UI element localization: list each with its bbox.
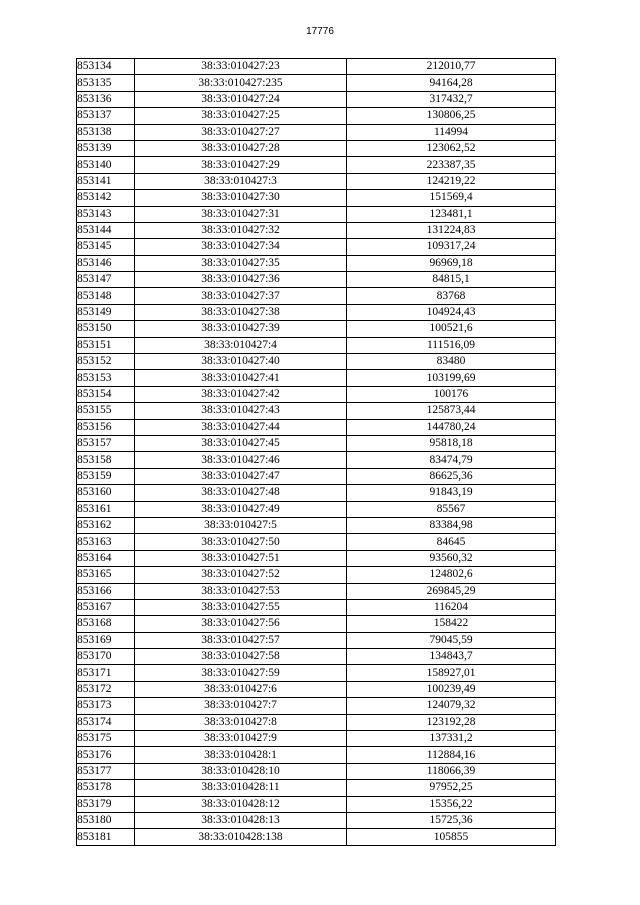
table-row xyxy=(77,124,556,140)
table-row xyxy=(77,517,556,533)
table-row xyxy=(77,468,556,484)
table-row xyxy=(77,812,556,828)
row-number-cell: 853155 xyxy=(77,403,135,419)
row-number-cell: 853168 xyxy=(77,616,135,632)
value-cell: 114994 xyxy=(347,124,556,140)
table-row xyxy=(77,255,556,271)
value-cell: 95818,18 xyxy=(347,435,556,451)
value-cell: 123192,28 xyxy=(347,714,556,730)
cadastral-number-cell: 38:33:010427:7 xyxy=(135,698,347,714)
value-cell: 212010,77 xyxy=(347,59,556,75)
row-number-cell: 853156 xyxy=(77,419,135,435)
table-row xyxy=(77,550,556,566)
table-row xyxy=(77,649,556,665)
cadastral-number-cell: 38:33:010428:13 xyxy=(135,812,347,828)
cadastral-number-cell: 38:33:010427:24 xyxy=(135,91,347,107)
table-row xyxy=(77,91,556,107)
value-cell: 112884,16 xyxy=(347,747,556,763)
value-cell: 111516,09 xyxy=(347,337,556,353)
value-cell: 100176 xyxy=(347,386,556,402)
cadastral-number-cell: 38:33:010427:55 xyxy=(135,599,347,615)
row-number-cell: 853157 xyxy=(77,435,135,451)
table-row xyxy=(77,272,556,288)
row-number-cell: 853178 xyxy=(77,780,135,796)
table-row xyxy=(77,747,556,763)
value-cell: 130806,25 xyxy=(347,108,556,124)
table-row xyxy=(77,354,556,370)
row-number-cell: 853144 xyxy=(77,222,135,238)
row-number-cell: 853135 xyxy=(77,75,135,91)
cadastral-number-cell: 38:33:010427:25 xyxy=(135,108,347,124)
row-number-cell: 853139 xyxy=(77,140,135,156)
value-cell: 97952,25 xyxy=(347,780,556,796)
table-row xyxy=(77,288,556,304)
cadastral-number-cell: 38:33:010427:58 xyxy=(135,649,347,665)
row-number-cell: 853134 xyxy=(77,59,135,75)
row-number-cell: 853172 xyxy=(77,681,135,697)
cadastral-number-cell: 38:33:010427:41 xyxy=(135,370,347,386)
row-number-cell: 853176 xyxy=(77,747,135,763)
cadastral-number-cell: 38:33:010428:138 xyxy=(135,829,347,845)
cadastral-number-cell: 38:33:010427:27 xyxy=(135,124,347,140)
cadastral-number-cell: 38:33:010427:8 xyxy=(135,714,347,730)
table-row xyxy=(77,714,556,730)
row-number-cell: 853159 xyxy=(77,468,135,484)
value-cell: 86625,36 xyxy=(347,468,556,484)
value-cell: 131224,83 xyxy=(347,222,556,238)
row-number-cell: 853163 xyxy=(77,534,135,550)
row-number-cell: 853151 xyxy=(77,337,135,353)
row-number-cell: 853177 xyxy=(77,763,135,779)
row-number-cell: 853140 xyxy=(77,157,135,173)
cadastral-number-cell: 38:33:010427:59 xyxy=(135,665,347,681)
table-row xyxy=(77,337,556,353)
value-cell: 93560,32 xyxy=(347,550,556,566)
table-row xyxy=(77,681,556,697)
cadastral-number-cell: 38:33:010427:38 xyxy=(135,304,347,320)
cadastral-number-cell: 38:33:010427:47 xyxy=(135,468,347,484)
value-cell: 123481,1 xyxy=(347,206,556,222)
value-cell: 94164,28 xyxy=(347,75,556,91)
row-number-cell: 853164 xyxy=(77,550,135,566)
row-number-cell: 853181 xyxy=(77,829,135,845)
cadastral-number-cell: 38:33:010427:6 xyxy=(135,681,347,697)
row-number-cell: 853153 xyxy=(77,370,135,386)
cadastral-number-cell: 38:33:010427:31 xyxy=(135,206,347,222)
cadastral-number-cell: 38:33:010427:36 xyxy=(135,272,347,288)
row-number-cell: 853137 xyxy=(77,108,135,124)
value-cell: 124079,32 xyxy=(347,698,556,714)
value-cell: 104924,43 xyxy=(347,304,556,320)
table-row xyxy=(77,534,556,550)
row-number-cell: 853142 xyxy=(77,190,135,206)
cadastral-number-cell: 38:33:010427:48 xyxy=(135,485,347,501)
table-row xyxy=(77,632,556,648)
row-number-cell: 853154 xyxy=(77,386,135,402)
value-cell: 125873,44 xyxy=(347,403,556,419)
row-number-cell: 853160 xyxy=(77,485,135,501)
value-cell: 118066,39 xyxy=(347,763,556,779)
table-row xyxy=(77,435,556,451)
table-row xyxy=(77,567,556,583)
table-row xyxy=(77,304,556,320)
value-cell: 134843,7 xyxy=(347,649,556,665)
row-number-cell: 853173 xyxy=(77,698,135,714)
value-cell: 83768 xyxy=(347,288,556,304)
table-row xyxy=(77,419,556,435)
table-row xyxy=(77,501,556,517)
table-row xyxy=(77,599,556,615)
table-row xyxy=(77,140,556,156)
value-cell: 15356,22 xyxy=(347,796,556,812)
cadastral-number-cell: 38:33:010428:1 xyxy=(135,747,347,763)
value-cell: 83384,98 xyxy=(347,517,556,533)
value-cell: 96969,18 xyxy=(347,255,556,271)
table-row xyxy=(77,108,556,124)
row-number-cell: 853138 xyxy=(77,124,135,140)
cadastral-number-cell: 38:33:010427:34 xyxy=(135,239,347,255)
table-row xyxy=(77,698,556,714)
value-cell: 123062,52 xyxy=(347,140,556,156)
cadastral-number-cell: 38:33:010427:49 xyxy=(135,501,347,517)
table-row xyxy=(77,157,556,173)
row-number-cell: 853147 xyxy=(77,272,135,288)
value-cell: 84815,1 xyxy=(347,272,556,288)
value-cell: 124219,22 xyxy=(347,173,556,189)
value-cell: 85567 xyxy=(347,501,556,517)
value-cell: 83480 xyxy=(347,354,556,370)
cadastral-number-cell: 38:33:010428:10 xyxy=(135,763,347,779)
table-row xyxy=(77,370,556,386)
table-row xyxy=(77,780,556,796)
cadastral-number-cell: 38:33:010427:235 xyxy=(135,75,347,91)
row-number-cell: 853170 xyxy=(77,649,135,665)
cadastral-number-cell: 38:33:010427:56 xyxy=(135,616,347,632)
table-row xyxy=(77,222,556,238)
row-number-cell: 853136 xyxy=(77,91,135,107)
cadastral-number-cell: 38:33:010427:50 xyxy=(135,534,347,550)
row-number-cell: 853158 xyxy=(77,452,135,468)
table-row xyxy=(77,386,556,402)
cadastral-number-cell: 38:33:010427:4 xyxy=(135,337,347,353)
row-number-cell: 853146 xyxy=(77,255,135,271)
cadastral-number-cell: 38:33:010427:32 xyxy=(135,222,347,238)
value-cell: 103199,69 xyxy=(347,370,556,386)
table-row xyxy=(77,829,556,845)
value-cell: 151569,4 xyxy=(347,190,556,206)
value-cell: 124802,6 xyxy=(347,567,556,583)
table-row xyxy=(77,239,556,255)
row-number-cell: 853180 xyxy=(77,812,135,828)
table-row xyxy=(77,403,556,419)
cadastral-number-cell: 38:33:010427:28 xyxy=(135,140,347,156)
row-number-cell: 853150 xyxy=(77,321,135,337)
value-cell: 158927,01 xyxy=(347,665,556,681)
row-number-cell: 853149 xyxy=(77,304,135,320)
value-cell: 116204 xyxy=(347,599,556,615)
row-number-cell: 853143 xyxy=(77,206,135,222)
table-row xyxy=(77,59,556,75)
table-row xyxy=(77,485,556,501)
value-cell: 84645 xyxy=(347,534,556,550)
cadastral-number-cell: 38:33:010427:39 xyxy=(135,321,347,337)
value-cell: 15725,36 xyxy=(347,812,556,828)
cadastral-number-cell: 38:33:010428:12 xyxy=(135,796,347,812)
row-number-cell: 853148 xyxy=(77,288,135,304)
table-row xyxy=(77,206,556,222)
row-number-cell: 853174 xyxy=(77,714,135,730)
table-row xyxy=(77,173,556,189)
value-cell: 317432,7 xyxy=(347,91,556,107)
row-number-cell: 853179 xyxy=(77,796,135,812)
value-cell: 83474,79 xyxy=(347,452,556,468)
table-row xyxy=(77,616,556,632)
table-row xyxy=(77,665,556,681)
value-cell: 144780,24 xyxy=(347,419,556,435)
cadastral-number-cell: 38:33:010427:40 xyxy=(135,354,347,370)
row-number-cell: 853169 xyxy=(77,632,135,648)
row-number-cell: 853145 xyxy=(77,239,135,255)
cadastral-number-cell: 38:33:010427:42 xyxy=(135,386,347,402)
table-body xyxy=(77,59,556,846)
value-cell: 91843,19 xyxy=(347,485,556,501)
cadastral-number-cell: 38:33:010427:43 xyxy=(135,403,347,419)
value-cell: 137331,2 xyxy=(347,731,556,747)
table-row xyxy=(77,190,556,206)
cadastral-number-cell: 38:33:010427:57 xyxy=(135,632,347,648)
row-number-cell: 853141 xyxy=(77,173,135,189)
table-row xyxy=(77,75,556,91)
table-row xyxy=(77,452,556,468)
cadastral-number-cell: 38:33:010428:11 xyxy=(135,780,347,796)
cadastral-number-cell: 38:33:010427:52 xyxy=(135,567,347,583)
row-number-cell: 853165 xyxy=(77,567,135,583)
cadastral-number-cell: 38:33:010427:46 xyxy=(135,452,347,468)
value-cell: 269845,29 xyxy=(347,583,556,599)
table-row xyxy=(77,796,556,812)
cadastral-number-cell: 38:33:010427:23 xyxy=(135,59,347,75)
row-number-cell: 853152 xyxy=(77,354,135,370)
cadastral-number-cell: 38:33:010427:9 xyxy=(135,731,347,747)
value-cell: 100239,49 xyxy=(347,681,556,697)
row-number-cell: 853161 xyxy=(77,501,135,517)
row-number-cell: 853171 xyxy=(77,665,135,681)
table-row xyxy=(77,763,556,779)
page-number: 17776 xyxy=(306,26,334,37)
table-row xyxy=(77,583,556,599)
cadastral-number-cell: 38:33:010427:44 xyxy=(135,419,347,435)
row-number-cell: 853166 xyxy=(77,583,135,599)
table-row xyxy=(77,731,556,747)
cadastral-number-cell: 38:33:010427:3 xyxy=(135,173,347,189)
cadastral-number-cell: 38:33:010427:45 xyxy=(135,435,347,451)
value-cell: 79045,59 xyxy=(347,632,556,648)
cadastral-number-cell: 38:33:010427:5 xyxy=(135,517,347,533)
cadastral-number-cell: 38:33:010427:35 xyxy=(135,255,347,271)
value-cell: 100521,6 xyxy=(347,321,556,337)
value-cell: 158422 xyxy=(347,616,556,632)
cadastral-number-cell: 38:33:010427:30 xyxy=(135,190,347,206)
value-cell: 105855 xyxy=(347,829,556,845)
cadastral-number-cell: 38:33:010427:51 xyxy=(135,550,347,566)
row-number-cell: 853167 xyxy=(77,599,135,615)
row-number-cell: 853162 xyxy=(77,517,135,533)
value-cell: 223387,35 xyxy=(347,157,556,173)
cadastral-number-cell: 38:33:010427:53 xyxy=(135,583,347,599)
cadastral-number-cell: 38:33:010427:29 xyxy=(135,157,347,173)
table-row xyxy=(77,321,556,337)
cadastral-number-cell: 38:33:010427:37 xyxy=(135,288,347,304)
data-table xyxy=(76,58,556,846)
row-number-cell: 853175 xyxy=(77,731,135,747)
value-cell: 109317,24 xyxy=(347,239,556,255)
